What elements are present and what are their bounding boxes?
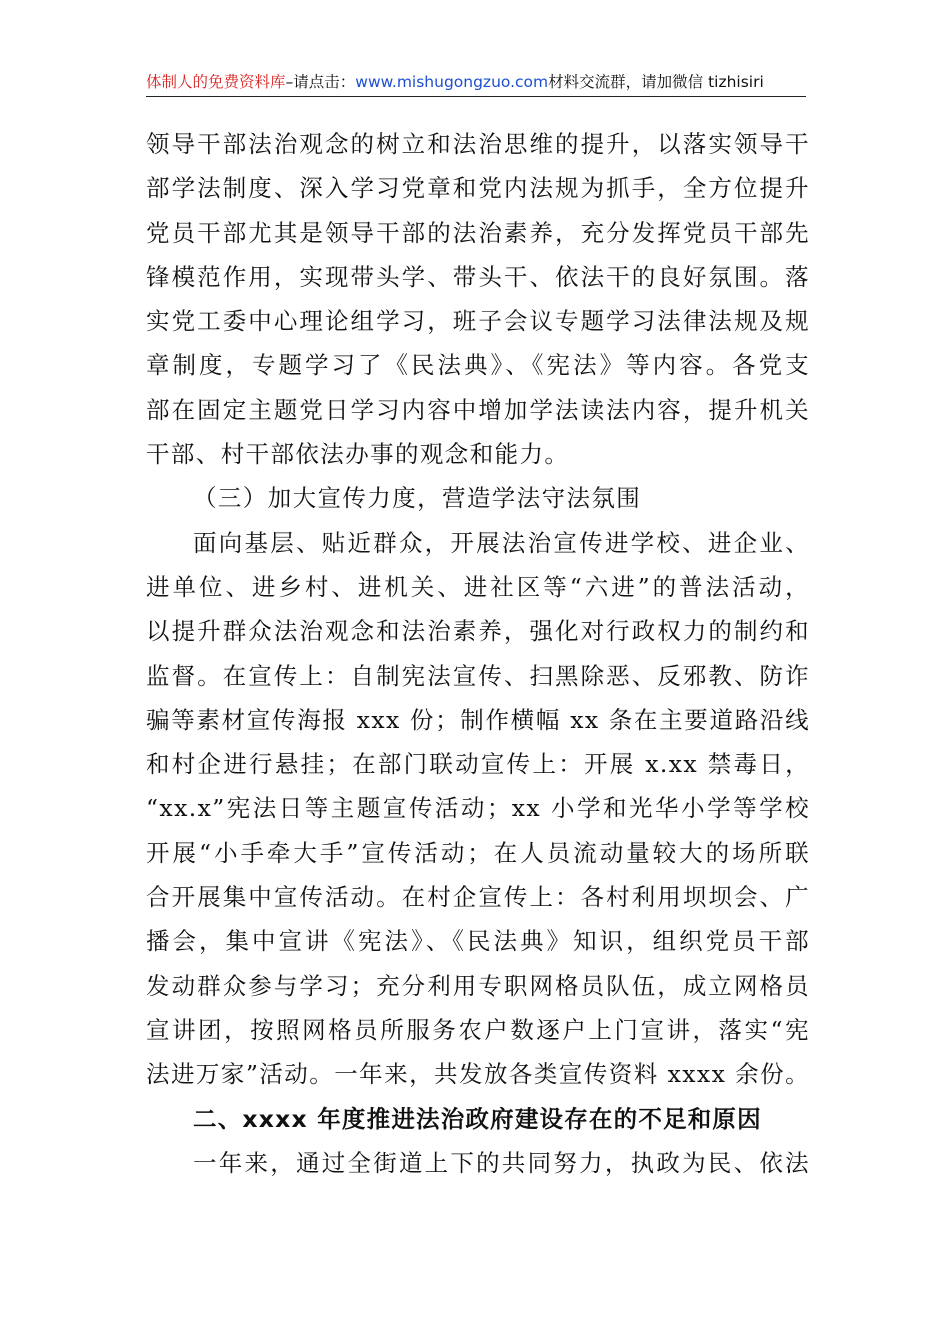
section-subheading: （三）加大宣传力度，营造学法守法氛围 bbox=[193, 484, 642, 513]
text-line: 播会，集中宣讲《宪法》、《民法典》知识，组织党员干部 bbox=[146, 927, 810, 956]
page-header bbox=[146, 70, 806, 97]
document-body bbox=[146, 122, 810, 1185]
text-line: 骗等素材宣传海报 xxx 份；制作横幅 xx 条在主要道路沿线 bbox=[146, 705, 810, 734]
text-line: 干部、村干部依法办事的观念和能力。 bbox=[146, 440, 570, 469]
text-line: 部学法制度、深入学习党章和党内法规为抓手，全方位提升 bbox=[146, 174, 810, 203]
text-line: “xx.x”宪法日等主题宣传活动；xx 小学和光华小学等学校 bbox=[146, 794, 810, 823]
section-heading: 二、xxxx 年度推进法治政府建设存在的不足和原因 bbox=[193, 1104, 762, 1133]
text-line: 宣讲团，按照网格员所服务农户数逐户上门宣讲，落实“宪 bbox=[146, 1015, 810, 1044]
header-suffix: 材料交流群，请加微信 tizhisiri bbox=[548, 73, 764, 91]
text-line: 党员干部尤其是领导干部的法治素养，充分发挥党员干部先 bbox=[146, 218, 810, 247]
header-url-link[interactable]: www.mishugongzuo.com bbox=[355, 73, 549, 91]
paragraph-first-line: 一年来，通过全街道上下的共同努力，执政为民、依法 bbox=[193, 1148, 810, 1177]
text-line: 监督。在宣传上：自制宪法宣传、扫黑除恶、反邪教、防诈 bbox=[146, 661, 810, 690]
text-line: 实党工委中心理论组学习，班子会议专题学习法律法规及规 bbox=[146, 307, 810, 336]
text-line: 部在固定主题党日学习内容中增加学法读法内容，提升机关 bbox=[146, 395, 810, 424]
text-line: 开展“小手牵大手”宣传活动；在人员流动量较大的场所联 bbox=[146, 838, 810, 867]
header-brand: 体制人的免费资料库 bbox=[146, 73, 286, 91]
text-line: 领导干部法治观念的树立和法治思维的提升，以落实领导干 bbox=[146, 130, 810, 158]
text-line: 法进万家”活动。一年来，共发放各类宣传资料 xxxx 余份。 bbox=[146, 1060, 810, 1089]
text-line: 合开展集中宣传活动。在村企宣传上：各村利用坝坝会、广 bbox=[146, 883, 810, 912]
text-line: 以提升群众法治观念和法治素养，强化对行政权力的制约和 bbox=[146, 617, 810, 646]
text-line: 章制度，专题学习了《民法典》、《宪法》等内容。各党支 bbox=[146, 351, 810, 380]
text-line: 和村企进行悬挂；在部门联动宣传上：开展 x.xx 禁毒日， bbox=[146, 750, 810, 779]
text-line: 锋模范作用，实现带头学、带头干、依法干的良好氛围。落 bbox=[146, 262, 810, 291]
paragraph-first-line: 面向基层、贴近群众，开展法治宣传进学校、进企业、 bbox=[193, 528, 810, 557]
header-prefix: –请点击： bbox=[285, 73, 356, 91]
text-line: 发动群众参与学习；充分利用专职网格员队伍，成立网格员 bbox=[146, 971, 810, 1000]
text-line: 进单位、进乡村、进机关、进社区等“六进”的普法活动， bbox=[146, 572, 810, 601]
